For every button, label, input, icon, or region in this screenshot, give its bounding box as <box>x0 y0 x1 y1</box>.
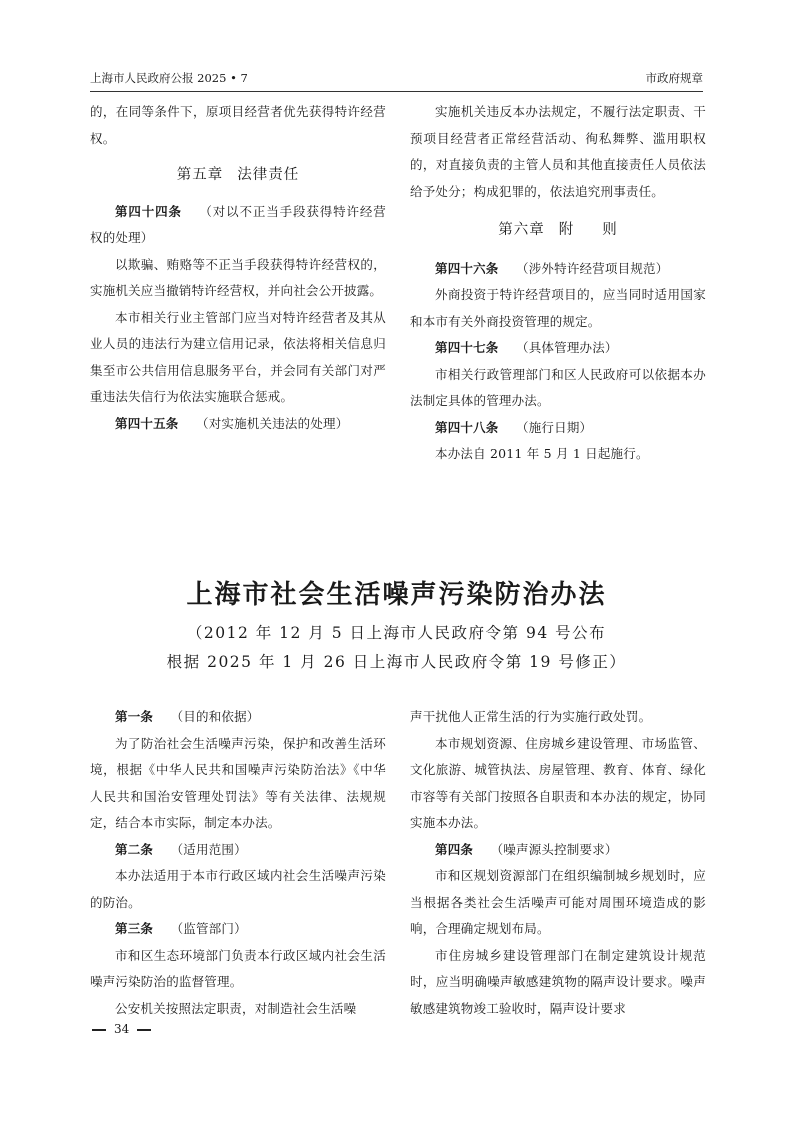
chapter-title: 法律责任 <box>237 167 300 183</box>
article-number: 第二条 <box>115 841 154 857</box>
paragraph: 市和区生态环境部门负责本行政区域内社会生活噪声污染防治的监督管理。 <box>90 947 386 989</box>
paragraph: 为了防治社会生活噪声污染，保护和改善生活环境，根据《中华人民共和国噪声污染防治法》《中华人民共和国治安管理处罚法》等有关法律、法规规定，结合本市实际，制定本办法。 <box>90 735 386 830</box>
page-header <box>90 64 703 88</box>
article-number: 第四十七条 <box>435 340 499 355</box>
section-name: 市政府规章 <box>645 71 703 85</box>
chapter-title: 附 <box>558 222 575 238</box>
dash-icon <box>92 1029 106 1031</box>
chapter-heading <box>410 217 706 244</box>
article-note: （适用范围） <box>170 841 247 857</box>
publication-name: 上海市人民政府公报 2025 • 7 <box>90 71 248 85</box>
article-note: （目的和依据） <box>170 709 260 724</box>
paragraph: 市和区规划资源部门在组织编制城乡规划时，应当根据各类社会生活噪声可能对周围环境造成的影响，合理确定规划布局。 <box>410 868 706 936</box>
article-heading <box>410 256 706 283</box>
article-heading <box>410 335 706 362</box>
article-number: 第一条 <box>115 709 154 724</box>
paragraph: 实施机关违反本办法规定，不履行法定职责、干预项目经营者正常经营活动、徇私舞弊、滥用职权的，对直接负责的主管人员和其他直接责任人员依法给予处分；构成犯罪的，依法追究刑事责任。 <box>410 104 706 199</box>
paragraph: 市相关行政管理部门和区人民政府可以依据本办法制定具体的管理办法。 <box>410 366 706 408</box>
bottom-left-column <box>90 704 386 1022</box>
paragraph: 本市规划资源、住房城乡建设管理、市场监管、文化旅游、城管执法、房屋管理、教育、体育、绿化市容等有关部门按照各自职责和本办法的规定，协同实施本办法。 <box>410 735 706 830</box>
article-heading <box>90 837 386 864</box>
article-note: （对实施机关违法的处理） <box>196 415 349 431</box>
paragraph: 本办法自 2011 年 5 月 1 日起施行。 <box>435 446 649 461</box>
chapter-title: 则 <box>602 222 618 238</box>
article-note: （具体管理办法） <box>516 340 618 355</box>
article-number: 第四十六条 <box>435 260 499 276</box>
article-number: 第四十五条 <box>115 415 179 431</box>
page-number-text: 34 <box>114 1022 130 1036</box>
page-number <box>92 1022 151 1036</box>
header-rule <box>90 91 703 92</box>
article-number: 第四十四条 <box>115 203 182 219</box>
article-number: 第四十八条 <box>435 419 499 435</box>
paragraph: 本市相关行业主管部门应当对特许经营者及其从业人员的违法行为建立信用记录，依法将相关信息归集至市公共信用信息服务平台，并会同有关部门对严重违法失信行为依法实施联合惩戒。 <box>90 309 386 404</box>
article-heading <box>410 837 706 864</box>
paragraph: 外商投资于特许经营项目的，应当同时适用国家和本市有关外商投资管理的规定。 <box>410 287 706 329</box>
top-right-column <box>410 99 706 468</box>
article-heading <box>90 916 386 943</box>
document-subtitle-line-1: （2012 年 12 月 5 日上海市人民政府令第 94 号公布 <box>186 624 607 642</box>
document-subtitle-line-2: 根据 2025 年 1 月 26 日上海市人民政府令第 19 号修正） <box>166 653 627 671</box>
paragraph: 市住房城乡建设管理部门在制定建筑设计规范时，应当明确噪声敏感建筑物的隔声设计要求。噪声敏感建筑物竣工验收时，隔声设计要求 <box>410 947 706 1016</box>
paragraph: 以欺骗、贿赂等不正当手段获得特许经营权的，实施机关应当撤销特许经营权，并向社会公开披露。 <box>90 256 386 298</box>
article-note: （噪声源头控制要求） <box>490 841 618 857</box>
article-heading <box>90 411 386 438</box>
article-note: （涉外特许经营项目规范） <box>516 260 669 276</box>
article-note: （监管部门） <box>170 921 247 936</box>
article-heading <box>410 415 706 442</box>
paragraph: 公安机关按照法定职责，对制造社会生活噪 <box>115 1000 357 1016</box>
dash-icon <box>137 1029 151 1031</box>
paragraph: 本办法适用于本市行政区域内社会生活噪声污染的防治。 <box>90 868 386 910</box>
paragraph: 声干扰他人正常生活的行为实施行政处罚。 <box>410 709 652 724</box>
article-heading <box>90 704 386 731</box>
article-note: （对以不正当手段获得特许经营权的处理） <box>90 203 386 245</box>
article-heading <box>90 199 386 252</box>
article-note: （施行日期） <box>516 419 593 435</box>
article-number: 第三条 <box>115 921 154 936</box>
document-title: 上海市社会生活噪声污染防治办法 <box>186 580 607 610</box>
chapter-number: 第五章 <box>176 167 224 183</box>
paragraph: 的，在同等条件下，原项目经营者优先获得特许经营权。 <box>90 104 386 146</box>
article-number: 第四条 <box>435 841 474 857</box>
bottom-right-column <box>410 704 706 1022</box>
top-left-column <box>90 99 386 437</box>
chapter-number: 第六章 <box>498 222 545 238</box>
chapter-heading <box>90 162 386 189</box>
